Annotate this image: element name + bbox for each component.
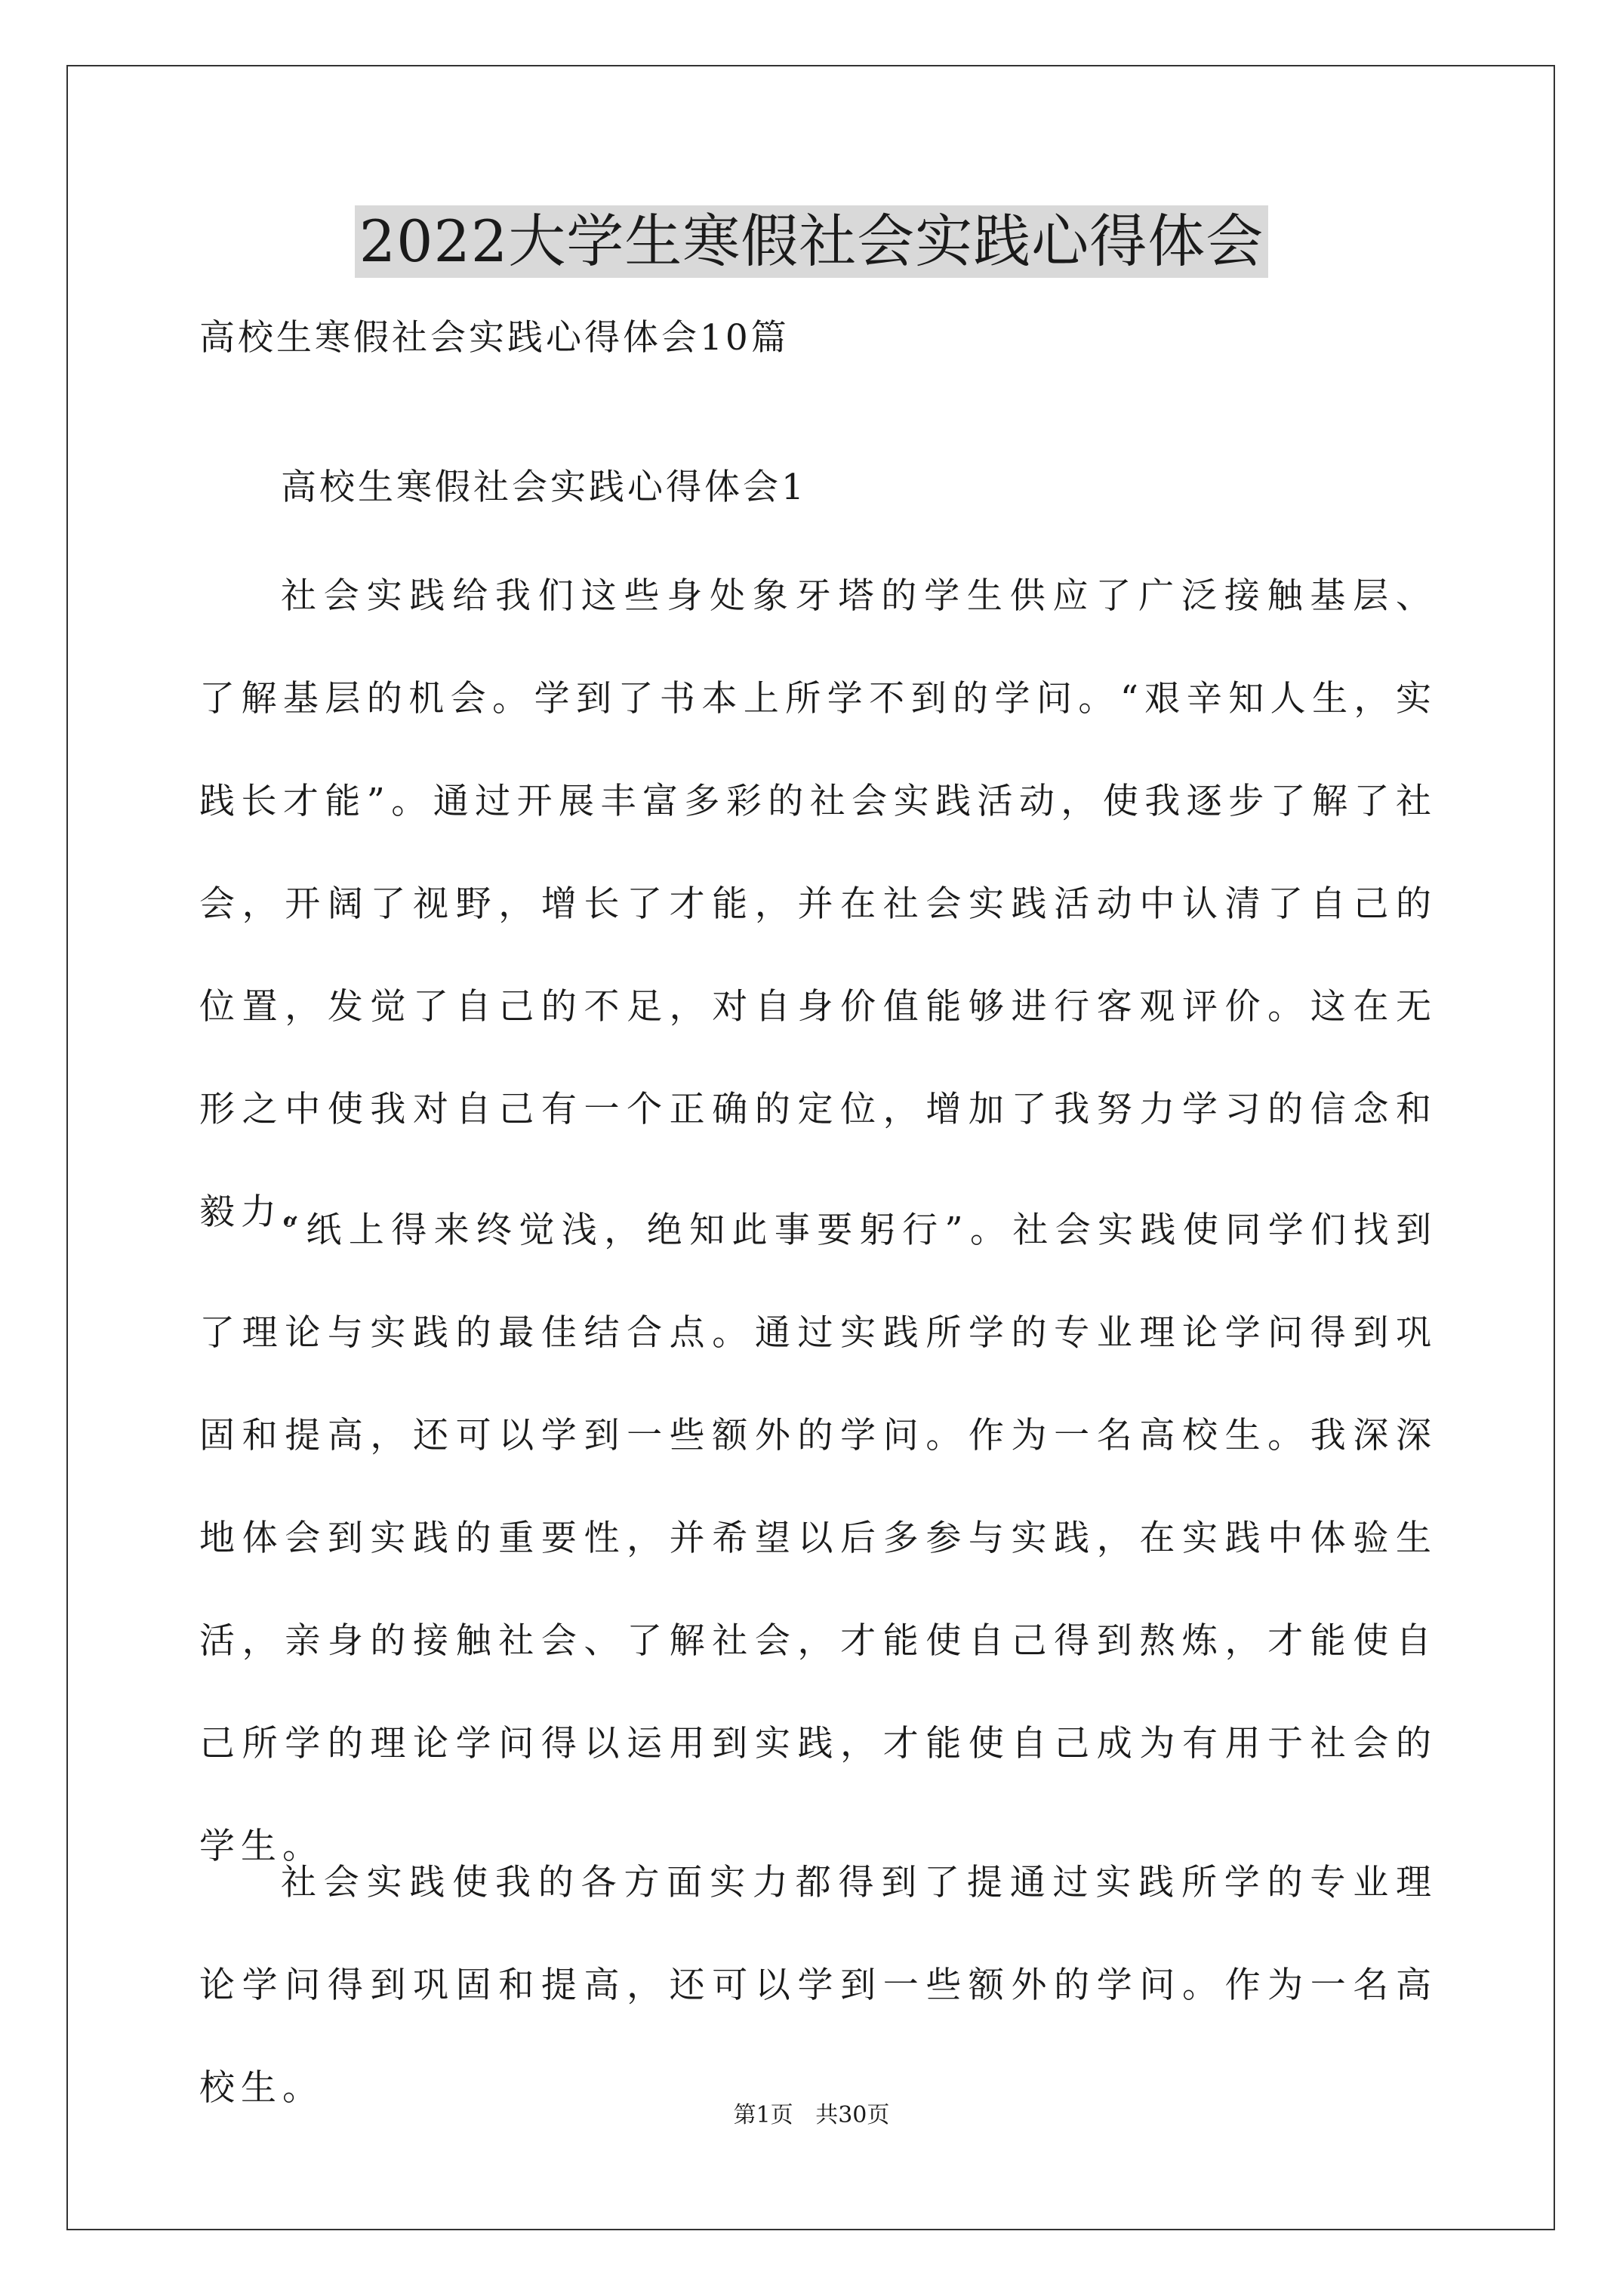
page-number-total: 共30页 bbox=[815, 2102, 890, 2128]
paragraph-3: 社会实践使我的各方面实力都得到了提通过实践所学的专业理论学问得到巩固和提高，还可以学到一些额外的学问。作为一名高校生。 bbox=[199, 1862, 1437, 2109]
document-subtitle: 高校生寒假社会实践心得体会10篇 bbox=[199, 317, 790, 359]
section-heading: 高校生寒假社会实践心得体会1 bbox=[281, 467, 807, 508]
page-number-current: 第1页 bbox=[733, 2102, 793, 2128]
title-container bbox=[0, 205, 1623, 278]
page-footer bbox=[0, 2100, 1623, 2131]
paragraph-1: 社会实践给我们这些身处象牙塔的学生供应了广泛接触基层、了解基层的机会。学到了书本上所学不到的学问。“艰辛知人生，实践长才能”。通过开展丰富多彩的社会实践活动，使我逐步了解了社会，开阔了视野，增长了才能，并在社会实践活动中认清了自己的位置，发觉了自己的不足，对自身价值能够进行客观评价。这在无形之中使我对自己有一个正确的定位，增加了我努力学习的信念和毅力。 bbox=[199, 575, 1437, 1233]
document-title: 2022大学生寒假社会实践心得体会 bbox=[355, 205, 1268, 278]
paragraph-2: “纸上得来终觉浅，绝知此事要躬行”。社会实践使同学们找到了理论与实践的最佳结合点。通过实践所学的专业理论学问得到巩固和提高，还可以学到一些额外的学问。作为一名高校生。我深深地体会到实践的重要性，并希望以后多参与实践，在实践中体验生活，亲身的接触社会、了解社会，才能使自己得到熬炼，才能使自己所学的理论学问得以运用到实践，才能使自己成为有用于社会的学生。 bbox=[199, 1210, 1437, 1867]
